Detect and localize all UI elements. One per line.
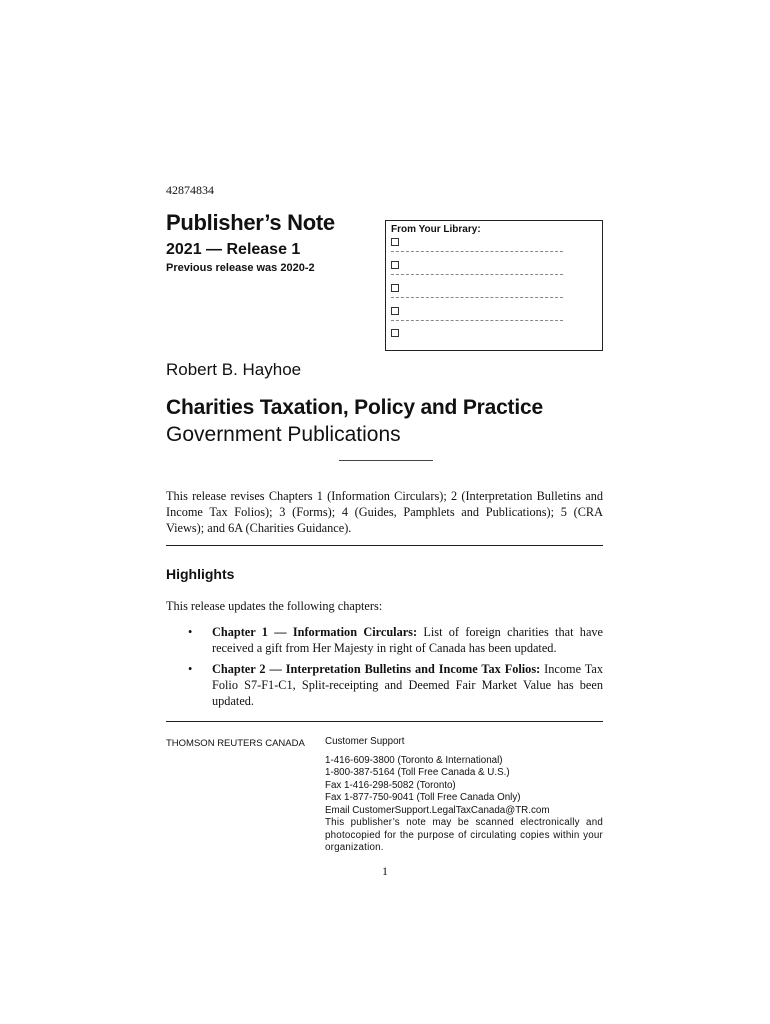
checkbox-icon[interactable] (391, 307, 399, 315)
library-row (391, 284, 566, 302)
bullet-icon: • (188, 625, 193, 639)
note-title: Publisher’s Note (166, 210, 335, 235)
contact-line: 1-800-387-5164 (Toll Free Canada & U.S.) (325, 767, 510, 778)
library-row (391, 261, 566, 279)
copy-disclaimer: This publisher’s note may be scanned electronically and photocopied for the purpose of circulating copies within your organization. (325, 817, 603, 853)
checkbox-icon[interactable] (391, 329, 399, 337)
list-item-text: List of foreign charities that have received a gift from Her Majesty in right of Canada has been updated. (212, 625, 604, 655)
library-title: From Your Library: (391, 224, 481, 235)
list-item-text: Income Tax Folio S7-F1-C1, Split-receipting and Deemed Fair Market Value has been updated. (212, 662, 603, 708)
write-in-line (391, 251, 563, 252)
document-id: 42874834 (166, 183, 214, 197)
checkbox-icon[interactable] (391, 261, 399, 269)
checkbox-icon[interactable] (391, 284, 399, 292)
contact-email[interactable]: Email CustomerSupport.LegalTaxCanada@TR.com (325, 804, 550, 816)
write-in-line (391, 320, 563, 321)
divider (339, 460, 433, 461)
author-name: Robert B. Hayhoe (166, 360, 302, 379)
list-item-label: Chapter 2 — Interpretation Bulletins and Income Tax Folios: (212, 662, 541, 676)
library-box (385, 220, 603, 351)
library-row (391, 307, 566, 325)
list-item-label: Chapter 1 — Information Circulars: (212, 625, 418, 639)
book-subtitle: Government Publications (166, 423, 401, 446)
divider (166, 545, 603, 546)
book-title: Charities Taxation, Policy and Practice (166, 396, 543, 419)
write-in-line (391, 274, 563, 275)
list-item (212, 661, 603, 709)
library-row (391, 329, 566, 347)
support-heading: Customer Support (325, 736, 405, 747)
contact-line: 1-416-609-3800 (Toronto & International) (325, 754, 503, 766)
release-summary: This release revises Chapters 1 (Information Circulars); 2 (Interpretation Bulletins and Income Tax Folios); 3 (Forms); 4 (Guides, Pamphlets and Publications); 5 (CRA Views); and 6A (Charities Guidance). (166, 489, 603, 535)
highlights-lead: This release updates the following chapters: (166, 599, 383, 613)
divider (166, 721, 603, 722)
previous-release: Previous release was 2020-2 (166, 262, 315, 274)
customer-support (325, 736, 603, 855)
highlights-heading: Highlights (166, 566, 235, 582)
page-number: 1 (382, 864, 388, 878)
contact-line: Fax 1-416-298-5082 (Toronto) (325, 779, 456, 791)
release-label: 2021 — Release 1 (166, 241, 301, 258)
note-header (166, 210, 376, 274)
library-row (391, 238, 566, 256)
contact-line: Fax 1-877-750-9041 (Toll Free Canada Only) (325, 792, 521, 803)
write-in-line (391, 297, 563, 298)
list-item (212, 624, 603, 656)
bullet-icon: • (188, 662, 193, 676)
publisher-name: THOMSON REUTERS CANADA (166, 738, 305, 749)
checkbox-icon[interactable] (391, 238, 399, 246)
